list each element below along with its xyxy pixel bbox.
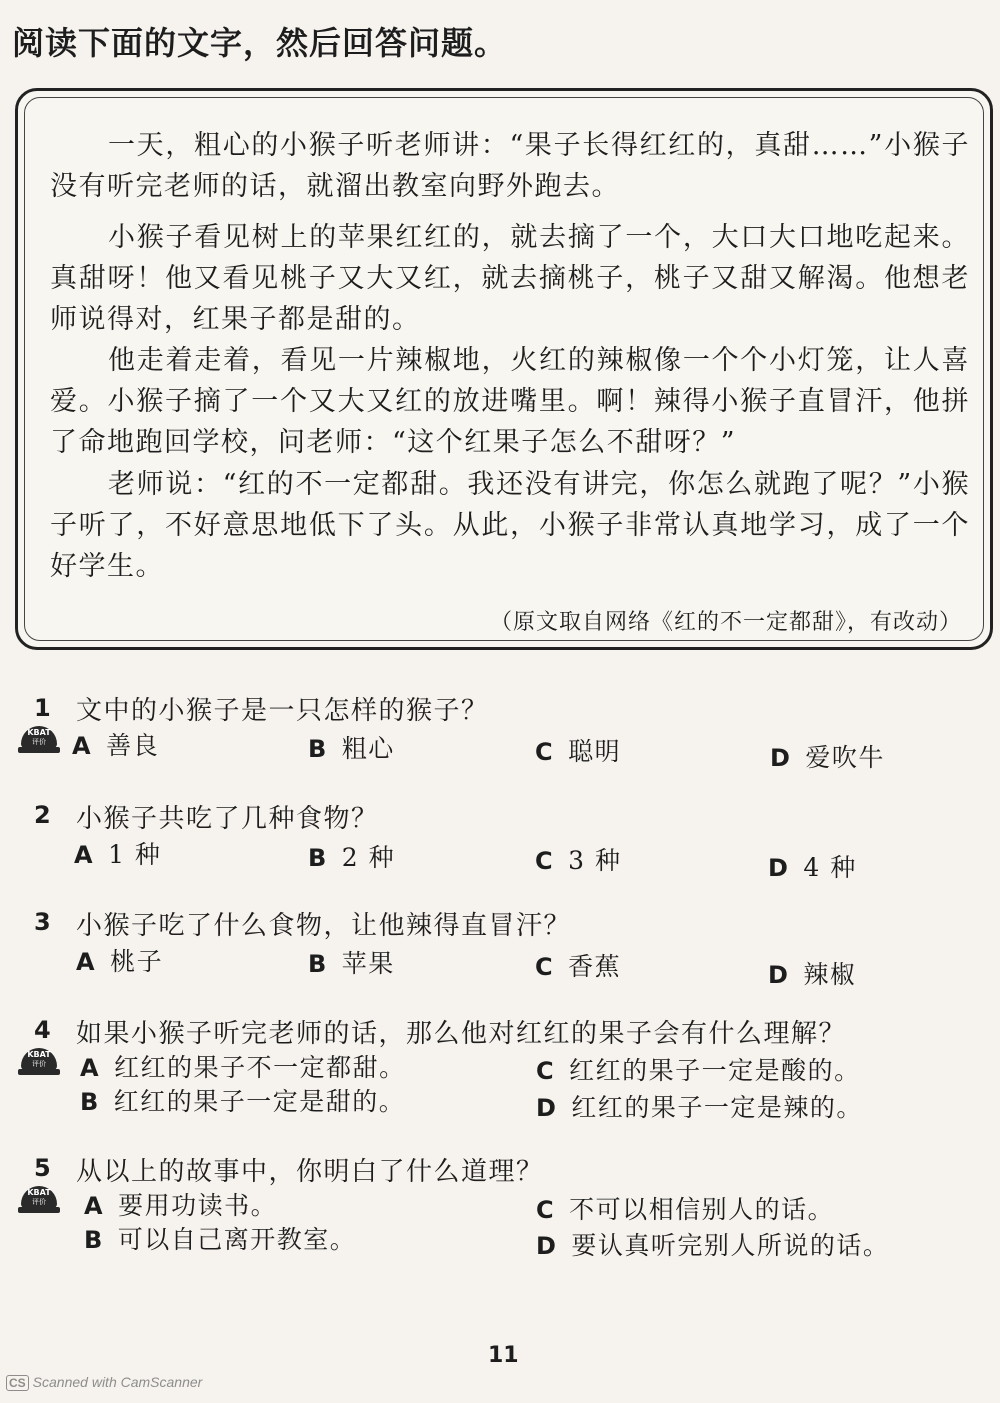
kbat-badge-icon: KBAT 评价 bbox=[18, 726, 60, 754]
option-3-b[interactable]: B 苹果 bbox=[308, 949, 395, 978]
option-2-c[interactable]: C 3 种 bbox=[535, 846, 622, 875]
question-1-text: 文中的小猴子是一只怎样的猴子？ bbox=[76, 696, 489, 726]
option-1-d[interactable]: D 爱吹牛 bbox=[770, 743, 885, 772]
option-5-c[interactable]: C 不可以相信别人的话。 bbox=[536, 1195, 835, 1224]
option-1-b[interactable]: B 粗心 bbox=[308, 734, 395, 763]
instruction-heading: 阅读下面的文字，然后回答问题。 bbox=[12, 24, 508, 62]
option-3-a[interactable]: A 桃子 bbox=[76, 947, 164, 976]
option-3-d[interactable]: D 辣椒 bbox=[768, 960, 857, 989]
option-4-c[interactable]: C 红红的果子一定是酸的。 bbox=[536, 1056, 861, 1085]
option-1-a[interactable]: A 善良 bbox=[72, 731, 160, 760]
option-2-a[interactable]: A 1 种 bbox=[74, 840, 162, 869]
option-4-b[interactable]: B 红红的果子一定是甜的。 bbox=[80, 1087, 406, 1116]
question-3-text: 小猴子吃了什么食物，让他辣得直冒汗？ bbox=[76, 911, 572, 941]
question-3-number: 3 bbox=[34, 908, 51, 936]
kbat-badge-icon: KBAT 评价 bbox=[18, 1186, 60, 1214]
passage-source: （原文取自网络《红的不一定都甜》，有改动） bbox=[489, 610, 962, 635]
option-1-c[interactable]: C 聪明 bbox=[535, 737, 622, 766]
option-2-d[interactable]: D 4 种 bbox=[768, 853, 857, 882]
question-5-number: 5 bbox=[34, 1154, 51, 1182]
passage-paragraph-4: 老师说：“红的不一定都甜。我还没有讲完，你怎么就跑了呢？”小猴子听了，不好意思地低下了头。从此，小猴子非常认真地学习，成了一个好学生。 bbox=[50, 469, 970, 582]
option-4-a[interactable]: A 红红的果子不一定都甜。 bbox=[80, 1053, 406, 1082]
option-5-b[interactable]: B 可以自己离开教室。 bbox=[84, 1225, 357, 1254]
camscanner-logo-icon: CS bbox=[6, 1375, 29, 1391]
option-3-c[interactable]: C 香蕉 bbox=[535, 952, 622, 981]
option-4-d[interactable]: D 红红的果子一定是辣的。 bbox=[536, 1093, 863, 1122]
option-5-a[interactable]: A 要用功读书。 bbox=[84, 1191, 278, 1220]
scanner-watermark: CS Scanned with CamScanner bbox=[6, 1374, 202, 1391]
option-2-b[interactable]: B 2 种 bbox=[308, 843, 396, 872]
passage-paragraph-3: 他走着走着，看见一片辣椒地，火红的辣椒像一个个小灯笼，让人喜爱。小猴子摘了一个又大又红的放进嘴里。啊！辣得小猴子直冒汗，他拼了命地跑回学校，问老师：“这个红果子怎么不甜呀？” bbox=[50, 345, 970, 458]
question-2-number: 2 bbox=[34, 801, 51, 829]
passage-paragraph-2: 小猴子看见树上的苹果红红的，就去摘了一个，大口大口地吃起来。真甜呀！他又看见桃子又大又红，就去摘桃子，桃子又甜又解渴。他想老师说得对，红果子都是甜的。 bbox=[50, 222, 970, 335]
question-2-text: 小猴子共吃了几种食物？ bbox=[76, 804, 379, 834]
option-5-d[interactable]: D 要认真听完别人所说的话。 bbox=[536, 1231, 890, 1260]
page-number: 11 bbox=[488, 1343, 519, 1368]
question-4-number: 4 bbox=[34, 1016, 51, 1044]
kbat-badge-icon: KBAT 评价 bbox=[18, 1048, 60, 1076]
question-4-text: 如果小猴子听完老师的话，那么他对红红的果子会有什么理解？ bbox=[76, 1019, 847, 1049]
passage-paragraph-1: 一天，粗心的小猴子听老师讲：“果子长得红红的，真甜……”小猴子没有听完老师的话，就溜出教室向野外跑去。 bbox=[50, 130, 970, 202]
question-1-number: 1 bbox=[34, 694, 51, 722]
question-5-text: 从以上的故事中，你明白了什么道理？ bbox=[76, 1157, 544, 1187]
